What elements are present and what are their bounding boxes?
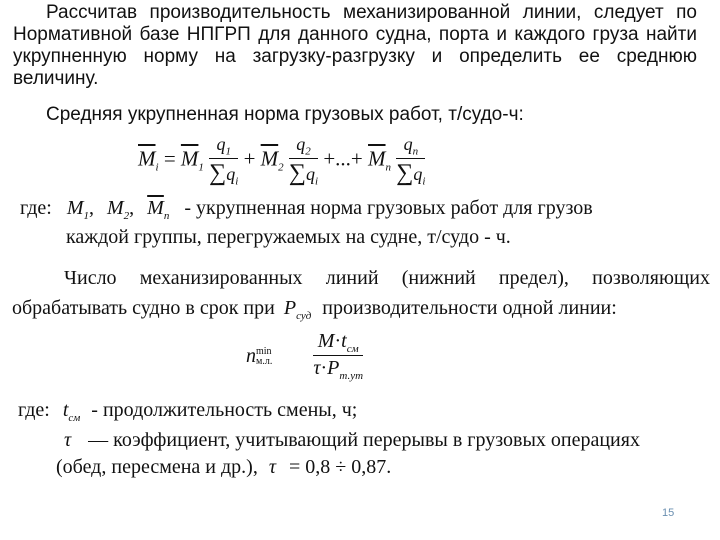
lines-paragraph-line2: обрабатывать судно в срок при $P_{суд}$ производительности одной линии: (12, 297, 617, 322)
where-block-2-tau: τ — коэффициент, учитывающий перерывы в грузовых операциях (64, 429, 640, 451)
term1-fraction: $\frac{q_1}{\sum q_i}$ (209, 134, 239, 188)
equals-sign: = (163, 146, 176, 171)
termn-coef: $\overline{M}$ (368, 146, 386, 171)
lines-paragraph-line1: Число механизированных линий (нижний предел), позволяющих (64, 267, 710, 289)
where-block-2-value: (обед, пересмена и др.), τ = 0,8 ÷ 0,87. (56, 456, 392, 478)
lines-count-formula: n min м.л. $\frac{M\cdot t_{см}}{\tau\cdot P_{т.ут}}$ (246, 330, 364, 382)
term1-coef: $\overline{M}$ (180, 146, 199, 171)
ellipsis: +...+ (323, 146, 363, 171)
page-number: 15 (662, 507, 675, 519)
intro-paragraph (13, 2, 697, 90)
term2-coef: $\overline{M}$ (260, 146, 279, 171)
formula-lhs: $\overline{M}$ (138, 146, 156, 171)
lines-count-fraction: $\frac{M\cdot t_{см}}{\tau\cdot P_{т.ут}}$ (313, 330, 364, 382)
where-block-1-cont: каждой группы, перегружаемых на судне, т/судо - ч. (66, 226, 511, 248)
where-block-1: где: $M_1$, $M_2$, $\overline{M}_n$ - укрупненная норма грузовых работ для грузов (20, 197, 593, 222)
intro-text: Рассчитав производительность механизированной линии, следует по Нормативной базе НПГРП для данного судна, порта и каждого груза найти укрупненную норму на загрузку-разгрузку и определить ее среднюю величину. (13, 2, 697, 89)
where-block-2: где: $t_{см}$ - продолжительность смены, ч; (18, 399, 358, 424)
term2-fraction: $\frac{q_2}{\sum q_i}$ (288, 134, 319, 188)
average-norm-formula: $\overline{M}_i = \overline{M}_1$ $\frac{q_1}{\sum q_i}$ + $\overline{M}_2$ $\frac{q_2}{\sum q_i}$ +...+ $\overline{M}_n$ $\frac{q_n}{\sum q_i}$ (138, 134, 426, 188)
termn-fraction: $\frac{q_n}{\sum q_i}$ (396, 134, 426, 188)
average-norm-heading: Средняя укрупненная норма грузовых работ, т/судо-ч: (46, 104, 524, 125)
